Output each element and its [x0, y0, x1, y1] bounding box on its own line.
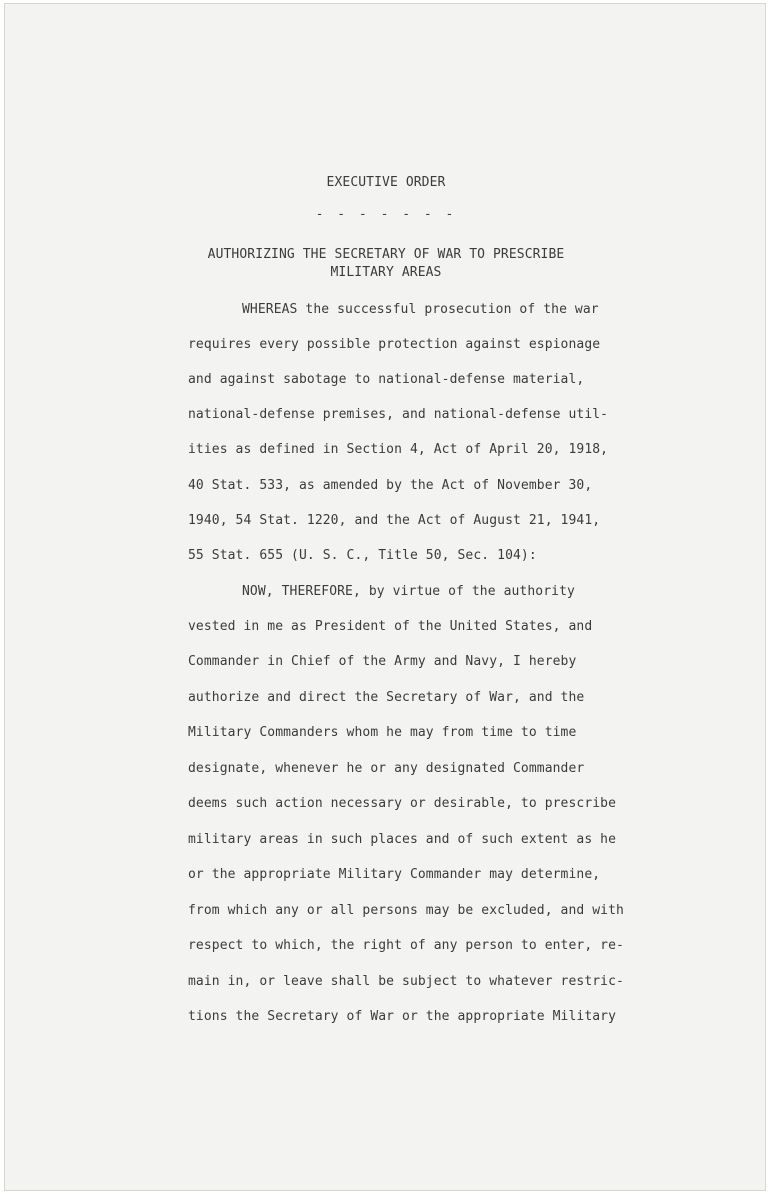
body-line: tions the Secretary of War or the appropriate Military	[188, 1009, 617, 1024]
body-line: 1940, 54 Stat. 1220, and the Act of August 21, 1941,	[188, 513, 601, 528]
body-line: respect to which, the right of any person to enter, re-	[188, 938, 624, 953]
body-line: from which any or all persons may be excluded, and with	[188, 903, 624, 918]
body-line: Military Commanders whom he may from time to time	[188, 725, 577, 740]
body-line: main in, or leave shall be subject to whatever restric-	[188, 974, 624, 989]
subtitle-line: MILITARY AREAS	[330, 265, 442, 280]
body-line: Commander in Chief of the Army and Navy, I hereby	[188, 654, 577, 669]
body-line: military areas in such places and of such extent as he	[188, 832, 617, 847]
body-line: 55 Stat. 655 (U. S. C., Title 50, Sec. 104):	[188, 548, 537, 563]
body-line: deems such action necessary or desirable, to prescribe	[188, 796, 617, 811]
document-page	[4, 3, 766, 1191]
body-line: requires every possible protection against espionage	[188, 337, 601, 352]
body-line: NOW, THEREFORE, by virtue of the authority	[242, 584, 575, 599]
body-line: 40 Stat. 533, as amended by the Act of November 30,	[188, 478, 593, 493]
body-line: authorize and direct the Secretary of War, and the	[188, 690, 585, 705]
body-line: and against sabotage to national-defense material,	[188, 372, 585, 387]
title-rule: - - - - - - -	[315, 207, 457, 222]
subtitle-line: AUTHORIZING THE SECRETARY OF WAR TO PRESCRIBE	[207, 247, 565, 262]
body-line: or the appropriate Military Commander may determine,	[188, 867, 601, 882]
body-line: ities as defined in Section 4, Act of April 20, 1918,	[188, 442, 609, 457]
body-line: national-defense premises, and national-defense util-	[188, 407, 609, 422]
body-line: designate, whenever he or any designated Commander	[188, 761, 585, 776]
body-line: vested in me as President of the United States, and	[188, 619, 593, 634]
document-title: EXECUTIVE ORDER	[326, 175, 446, 190]
body-line: WHEREAS the successful prosecution of the war	[242, 302, 599, 317]
